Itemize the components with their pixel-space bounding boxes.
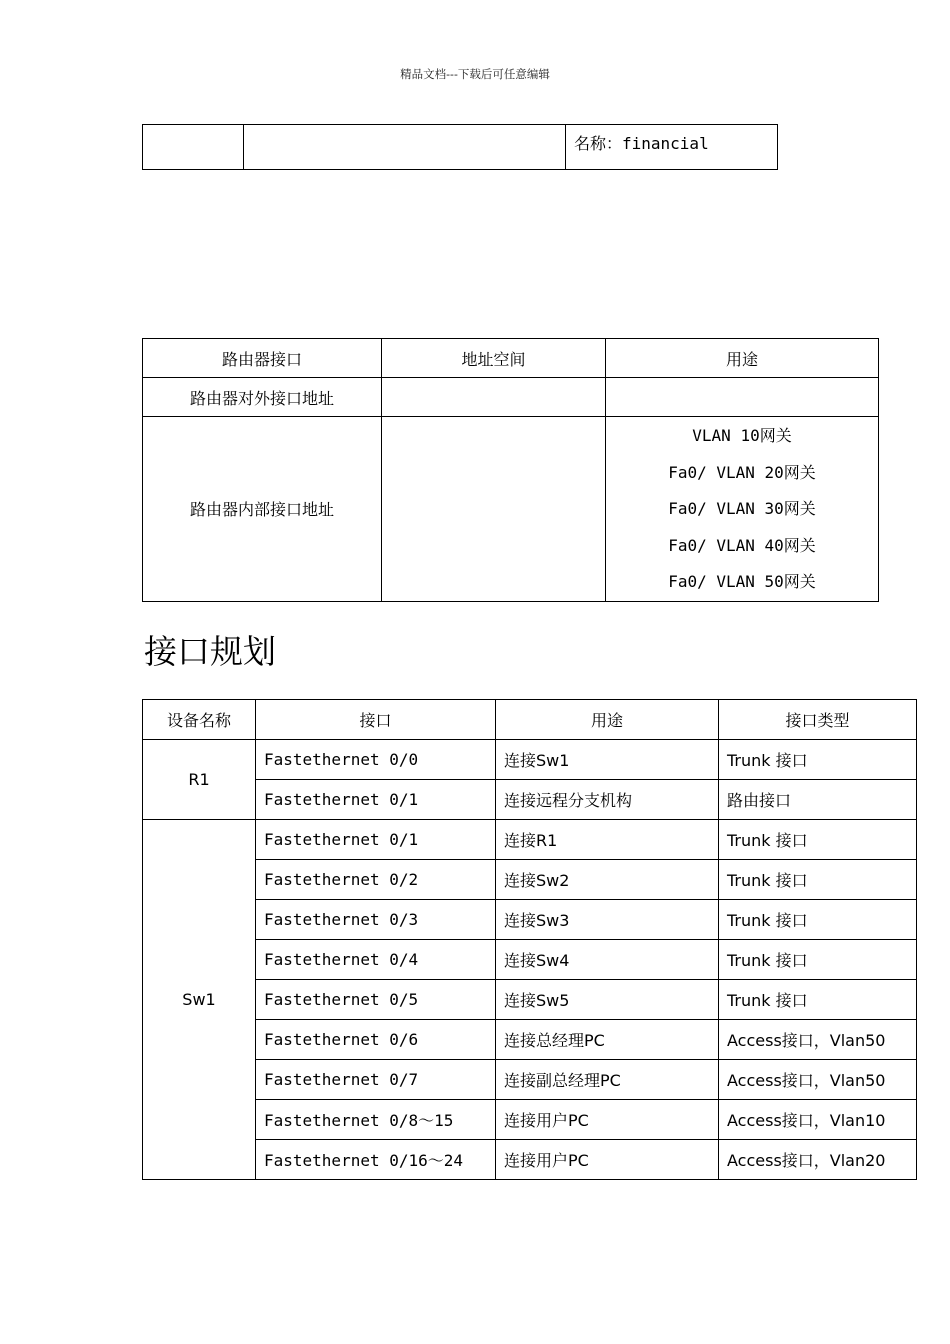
table-row (143, 940, 917, 980)
usage-cell: 连接副总经理PC (496, 1060, 719, 1100)
usage-cell: 连接Sw1 (496, 740, 719, 780)
usage-cell: 连接Sw2 (496, 860, 719, 900)
page-header: 精品文档---下载后可任意编辑 (400, 67, 550, 81)
table-cell (382, 378, 606, 417)
top-table (142, 124, 778, 170)
table-row (143, 1140, 917, 1180)
type-cell: Trunk 接口 (719, 740, 917, 780)
usage-cell: 连接R1 (496, 820, 719, 860)
device-cell: Sw1 (143, 820, 256, 1180)
header-cell: 地址空间 (382, 339, 606, 378)
interface-cell: Fastethernet 0/1 (256, 780, 496, 820)
interface-cell: Fastethernet 0/7 (256, 1060, 496, 1100)
gateway-list (606, 417, 879, 602)
header-cell: 接口 (256, 700, 496, 740)
interface-cell: Fastethernet 0/1 (256, 820, 496, 860)
table-row (143, 1060, 917, 1100)
table-row (143, 378, 879, 417)
usage-cell: 连接总经理PC (496, 1020, 719, 1060)
header-cell: 用途 (606, 339, 879, 378)
table-header-row (143, 700, 917, 740)
table-row (143, 900, 917, 940)
router-table (142, 338, 879, 602)
type-cell: Access接口，Vlan10 (719, 1100, 917, 1140)
interface-cell: Fastethernet 0/3 (256, 900, 496, 940)
type-cell: Trunk 接口 (719, 900, 917, 940)
device-cell: R1 (143, 740, 256, 820)
table-cell (143, 125, 244, 170)
header-cell: 设备名称 (143, 700, 256, 740)
header-cell: 路由器接口 (143, 339, 382, 378)
interface-table (142, 699, 917, 1180)
type-cell: Access接口，Vlan20 (719, 1140, 917, 1180)
gateway-item: Fa0/ VLAN 30网关 (668, 499, 816, 518)
interface-cell: Fastethernet 0/2 (256, 860, 496, 900)
usage-cell: 连接Sw4 (496, 940, 719, 980)
table-row (143, 417, 879, 602)
header-cell: 用途 (496, 700, 719, 740)
internal-interface-label: 路由器内部接口地址 (143, 417, 382, 602)
interface-cell: Fastethernet 0/6 (256, 1020, 496, 1060)
section-title: 接口规划 (144, 632, 276, 671)
table-row (143, 780, 917, 820)
table-row (143, 1020, 917, 1060)
interface-cell: Fastethernet 0/5 (256, 980, 496, 1020)
type-cell: Trunk 接口 (719, 860, 917, 900)
table-cell (606, 378, 879, 417)
type-cell: Trunk 接口 (719, 820, 917, 860)
table-row (143, 125, 778, 170)
table-header-row (143, 339, 879, 378)
interface-cell: Fastethernet 0/0 (256, 740, 496, 780)
usage-cell: 连接远程分支机构 (496, 780, 719, 820)
usage-cell: 连接Sw5 (496, 980, 719, 1020)
usage-cell: 连接Sw3 (496, 900, 719, 940)
interface-cell: Fastethernet 0/4 (256, 940, 496, 980)
type-cell: Access接口，Vlan50 (719, 1020, 917, 1060)
gateway-item: Fa0/ VLAN 20网关 (668, 462, 816, 482)
table-row (143, 820, 917, 860)
type-cell: Access接口，Vlan50 (719, 1060, 917, 1100)
external-interface-label: 路由器对外接口地址 (143, 378, 382, 417)
header-cell: 接口类型 (719, 700, 917, 740)
name-cell: 名称：financial (566, 125, 778, 170)
gateway-item: VLAN 10网关 (692, 426, 792, 445)
usage-cell: 连接用户PC (496, 1140, 719, 1180)
interface-cell: Fastethernet 0/16～24 (256, 1140, 496, 1180)
type-cell: Trunk 接口 (719, 980, 917, 1020)
table-cell (382, 417, 606, 602)
usage-cell: 连接用户PC (496, 1100, 719, 1140)
gateway-item: Fa0/ VLAN 40网关 (668, 535, 816, 555)
table-row (143, 1100, 917, 1140)
type-cell: 路由接口 (719, 780, 917, 820)
table-row (143, 860, 917, 900)
table-row (143, 980, 917, 1020)
interface-cell: Fastethernet 0/8～15 (256, 1100, 496, 1140)
type-cell: Trunk 接口 (719, 940, 917, 980)
gateway-item: Fa0/ VLAN 50网关 (668, 572, 816, 591)
table-row (143, 740, 917, 780)
table-cell (244, 125, 566, 170)
